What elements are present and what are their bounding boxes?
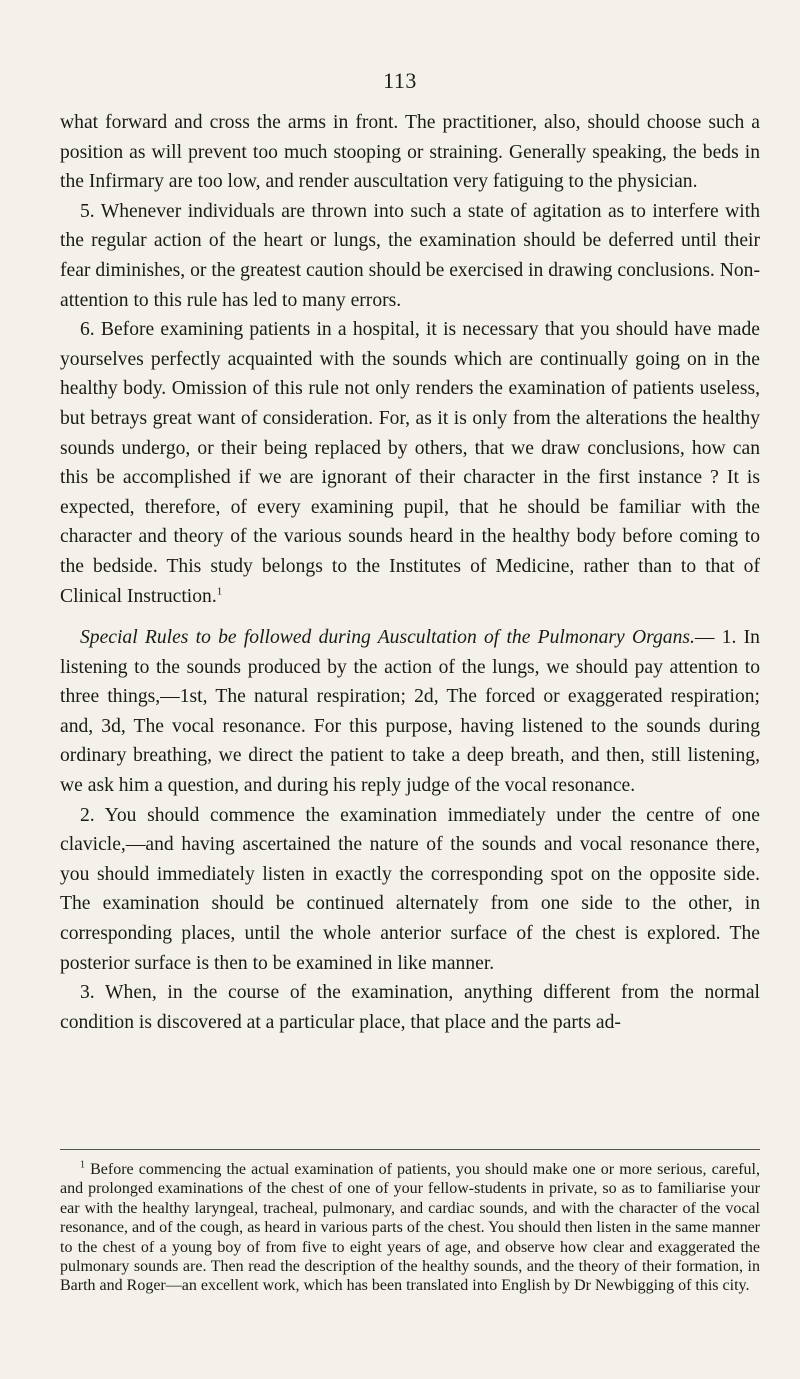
paragraph-rule-6 — [60, 315, 760, 611]
paragraph-rule-6-text: 6. Before examining patients in a hospital, it is necessary that you should have made yourselves perfectly acquainted with the sounds which are continually going on in the healthy body. Omission of this rule not only renders the examination of patients useless, but betrays great want of consideration. For, as it is only from the alterations the healthy sounds undergo, or their being replaced by others, that we draw conclusions, how can this be accomplished if we are ignorant of their character in the first instance ? It is expected, therefore, of every examining pupil, that he should be familiar with the character and theory of the various sounds heard in the healthy body before coming to the bedside. This study belongs to the Institutes of Medicine, rather than to that of Clinical Instruction. — [60, 319, 760, 607]
footnote-reference: 1 — [216, 584, 223, 597]
section-heading-paragraph — [60, 623, 760, 801]
footnote-marker: 1 — [80, 1159, 85, 1171]
paragraph-special-rule-3: 3. When, in the course of the examination, anything different from the normal condition is discovered at a particular place, that place and the parts ad- — [60, 982, 760, 1033]
paragraph-continuation: what forward and cross the arms in front. The practitioner, also, should choose such a position as will prevent too much stooping or straining. Generally speaking, the beds in the Infirmary are too low, and render auscultation very fatiguing to the physician. — [60, 112, 760, 193]
paragraph-special-rule-2: 2. You should commence the examination immediately under the centre of one clavicle,—and having ascertained the nature of the sounds and vocal resonance there, you should immediately listen in exactly the corresponding spot on the opposite side. The examination should be continued alternately from one side to the other, in corresponding places, until the whole anterior surface of the chest is explored. The posterior surface is then to be examined in like manner. — [60, 804, 760, 974]
section-heading: Special Rules to be followed during Auscultation of the Pulmonary Organs. — [80, 627, 695, 649]
paragraph-rule-5: 5. Whenever individuals are thrown into such a state of agitation as to interfere with the regular action of the heart or lungs, the examination should be deferred until their fear diminishes, or the greatest caution should be exercised in drawing conclusions. Non-attention to this rule has led to many errors. — [60, 200, 760, 311]
paragraph-special-rule-1: 1. In listening to the sounds produced by the action of the lungs, we should pay attention to three things,—1st, The natural respiration; 2d, The forced or exaggerated respiration; and, 3d, The vocal resonance. For this purpose, having listened to the sounds during ordinary breathing, we direct the patient to take a deep breath, and then, still listening, we ask him a question, and during his reply judge of the vocal resonance. — [60, 627, 760, 797]
footnote-text: Before commencing the actual examination of patients, you should make one or more serious, careful, and prolonged examinations of the chest of one of your fellow-students in private, so as to familiarise your ear with the healthy laryngeal, tracheal, pulmonary, and cardiac sounds, and with the character of the vocal resonance, and of the cough, as heard in various parts of the chest. You should then listen in the same manner to the chest of a young boy of from five to eight years of age, and observe how clear and exaggerated the pulmonary sounds are. Then read the description of the healthy sounds, and the theory of their formation, in Barth and Roger—an excellent work, which has been translated into English by Dr Newbigging of this city. — [60, 1161, 761, 1295]
heading-dash: — — [694, 627, 715, 649]
footnote — [60, 1160, 760, 1296]
footnote-divider — [60, 1149, 760, 1150]
page-number: 113 — [383, 68, 417, 93]
main-text — [60, 108, 760, 1037]
